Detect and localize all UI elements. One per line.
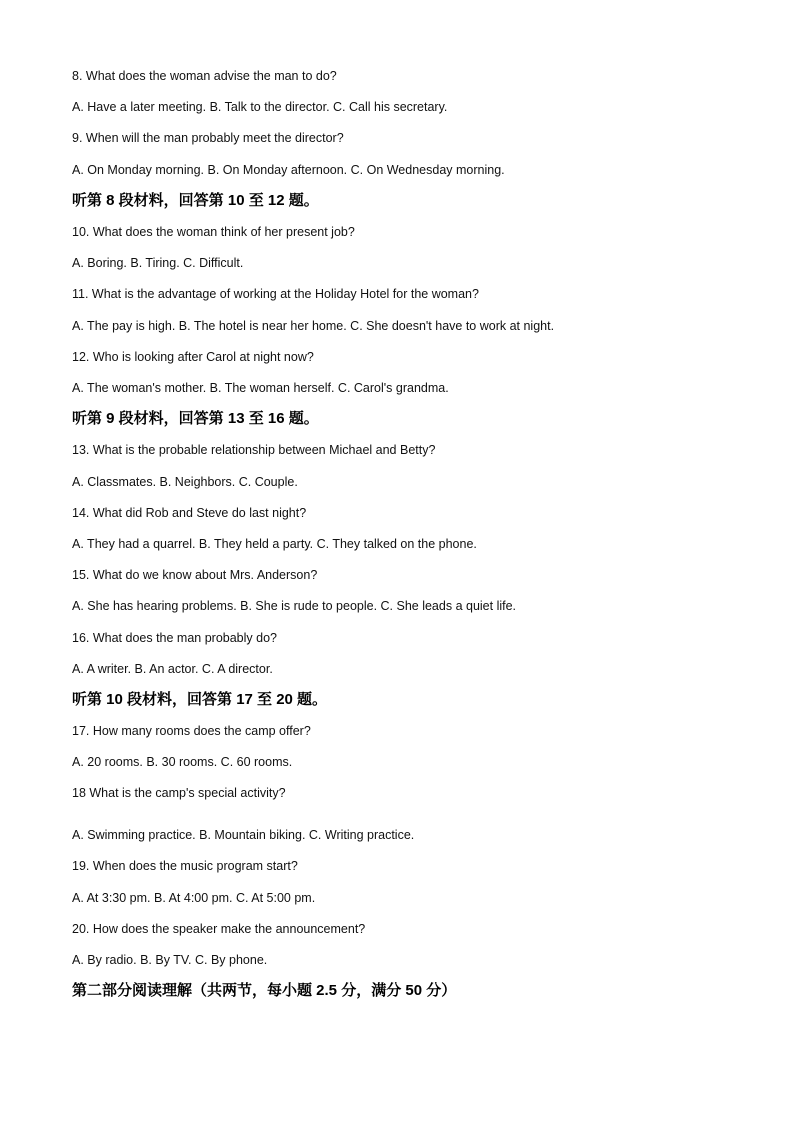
- section-heading-9: 听第 9 段材料，回答第 13 至 16 题。: [72, 410, 319, 427]
- options-16: A. A writer. B. An actor. C. A director.: [72, 662, 273, 676]
- part-two-heading: 第二部分阅读理解（共两节，每小题 2.5 分，满分 50 分）: [72, 982, 457, 999]
- options-12: A. The woman's mother. B. The woman herself. C. Carol's grandma.: [72, 381, 449, 395]
- question-9: 9. When will the man probably meet the director?: [72, 131, 344, 145]
- question-19: 19. When does the music program start?: [72, 859, 298, 873]
- options-9: A. On Monday morning. B. On Monday afternoon. C. On Wednesday morning.: [72, 163, 505, 177]
- options-18: A. Swimming practice. B. Mountain biking. C. Writing practice.: [72, 828, 415, 842]
- question-16: 16. What does the man probably do?: [72, 631, 277, 645]
- options-13: A. Classmates. B. Neighbors. C. Couple.: [72, 475, 298, 489]
- section-heading-10: 听第 10 段材料，回答第 17 至 20 题。: [72, 691, 328, 708]
- options-17: A. 20 rooms. B. 30 rooms. C. 60 rooms.: [72, 755, 293, 769]
- question-14: 14. What did Rob and Steve do last night?: [72, 506, 307, 520]
- question-15: 15. What do we know about Mrs. Anderson?: [72, 568, 318, 582]
- options-10: A. Boring. B. Tiring. C. Difficult.: [72, 256, 244, 270]
- section-heading-8: 听第 8 段材料，回答第 10 至 12 题。: [72, 192, 319, 209]
- options-8: A. Have a later meeting. B. Talk to the director. C. Call his secretary.: [72, 100, 448, 114]
- options-14: A. They had a quarrel. B. They held a party. C. They talked on the phone.: [72, 537, 477, 551]
- question-12: 12. Who is looking after Carol at night now?: [72, 350, 314, 364]
- options-15: A. She has hearing problems. B. She is rude to people. C. She leads a quiet life.: [72, 599, 517, 613]
- question-20: 20. How does the speaker make the announcement?: [72, 922, 366, 936]
- question-10: 10. What does the woman think of her present job?: [72, 225, 355, 239]
- question-18: 18 What is the camp's special activity?: [72, 786, 286, 800]
- options-20: A. By radio. B. By TV. C. By phone.: [72, 953, 268, 967]
- options-19: A. At 3:30 pm. B. At 4:00 pm. C. At 5:00 pm.: [72, 891, 316, 905]
- options-11: A. The pay is high. B. The hotel is near her home. C. She doesn't have to work at night.: [72, 319, 555, 333]
- question-13: 13. What is the probable relationship between Michael and Betty?: [72, 443, 436, 457]
- question-8: 8. What does the woman advise the man to do?: [72, 69, 337, 83]
- question-17: 17. How many rooms does the camp offer?: [72, 724, 311, 738]
- question-11: 11. What is the advantage of working at the Holiday Hotel for the woman?: [72, 287, 479, 301]
